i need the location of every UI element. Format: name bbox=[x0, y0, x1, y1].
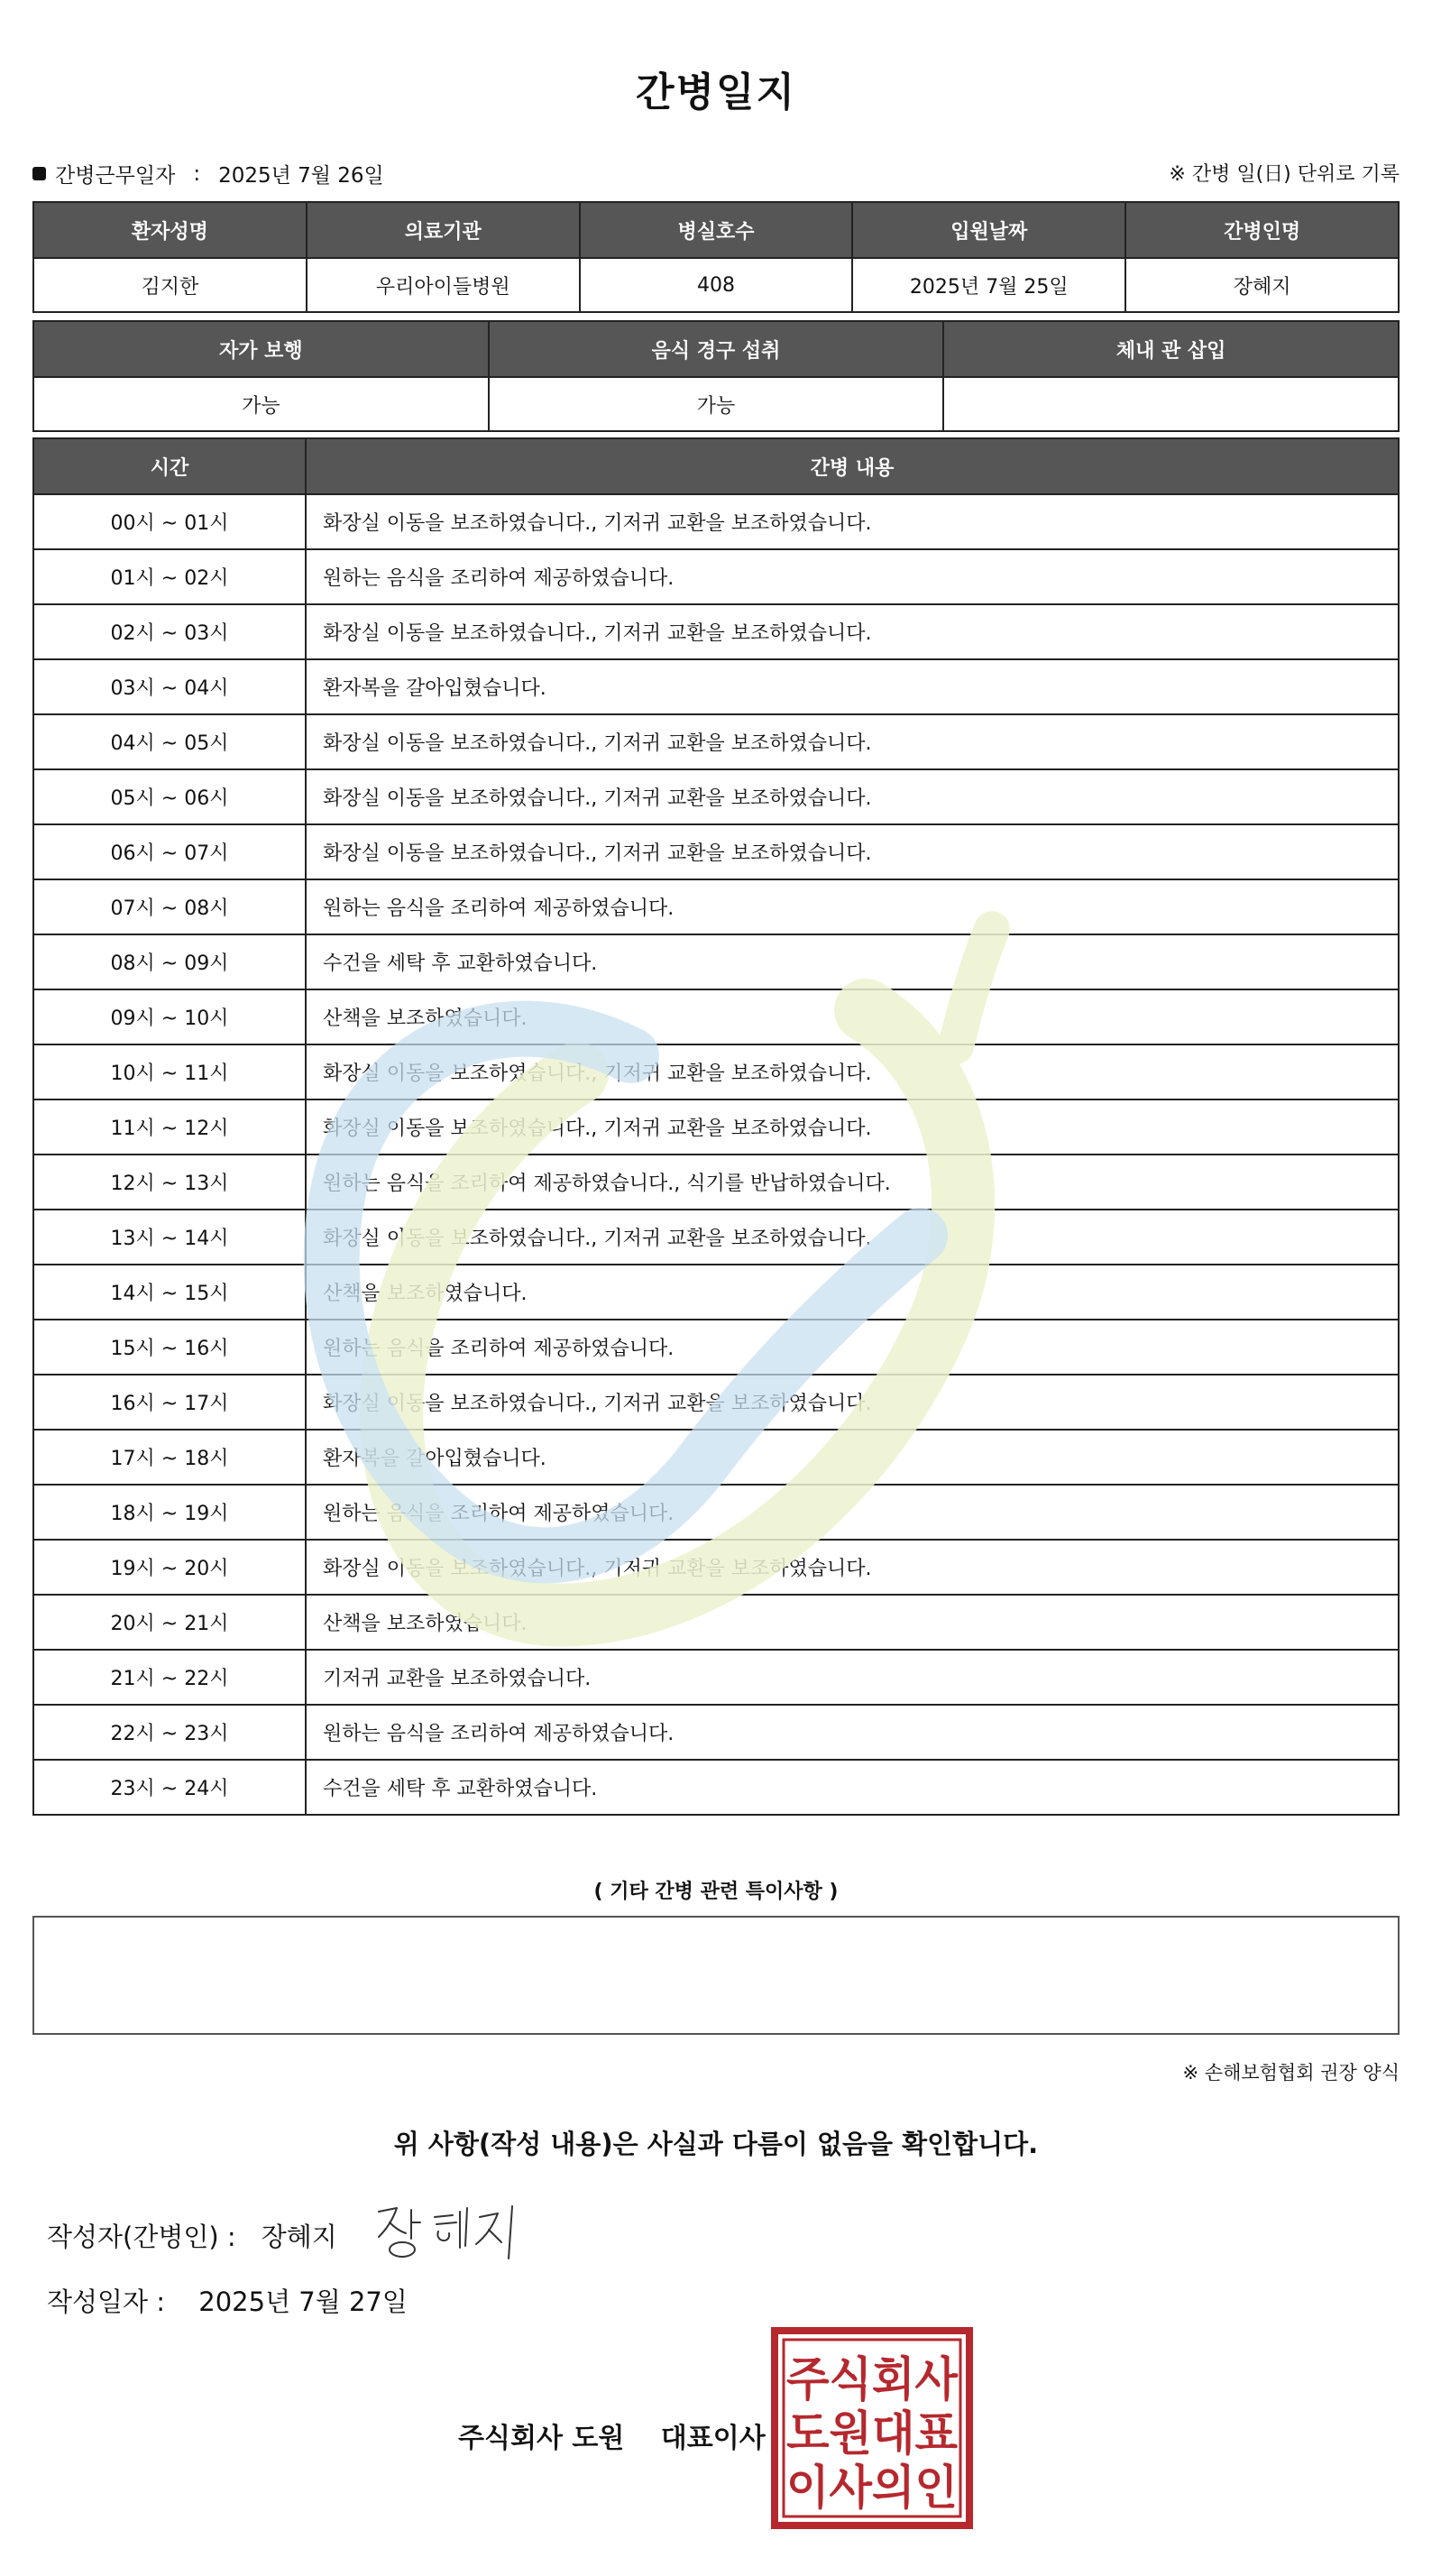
care-content-cell: 화장실 이동을 보조하였습니다., 기저귀 교환을 보조하였습니다. bbox=[306, 1375, 1399, 1430]
care-content-cell: 원하는 음식을 조리하여 제공하였습니다., 식기를 반납하였습니다. bbox=[306, 1155, 1399, 1210]
time-cell: 00시 ~ 01시 bbox=[33, 494, 306, 549]
work-date bbox=[32, 159, 384, 189]
time-cell: 03시 ~ 04시 bbox=[33, 659, 306, 714]
bullet-icon bbox=[32, 167, 46, 180]
page-title: 간병일지 bbox=[635, 69, 796, 115]
table-row bbox=[33, 714, 1399, 769]
header-patient-name: 환자성명 bbox=[33, 202, 307, 258]
care-content-cell: 수건을 세탁 후 교환하였습니다. bbox=[306, 1760, 1399, 1815]
time-cell: 19시 ~ 20시 bbox=[33, 1540, 306, 1595]
care-content-cell: 수건을 세탁 후 교환하였습니다. bbox=[306, 934, 1399, 989]
writer-line bbox=[47, 2217, 337, 2254]
care-content-cell: 화장실 이동을 보조하였습니다., 기저귀 교환을 보조하였습니다. bbox=[306, 1044, 1399, 1099]
table-row bbox=[33, 494, 1399, 549]
time-cell: 11시 ~ 12시 bbox=[33, 1099, 306, 1155]
time-cell: 02시 ~ 03시 bbox=[33, 604, 306, 659]
work-date-value: 2025년 7월 26일 bbox=[218, 164, 384, 188]
care-content-cell: 원하는 음식을 조리하여 제공하였습니다. bbox=[306, 1320, 1399, 1375]
time-cell: 13시 ~ 14시 bbox=[33, 1210, 306, 1265]
header-time: 시간 bbox=[33, 438, 306, 494]
header-admission-date: 입원날짜 bbox=[852, 202, 1125, 258]
care-log-table bbox=[32, 437, 1400, 1816]
table-row bbox=[33, 989, 1399, 1044]
care-content-cell: 원하는 음식을 조리하여 제공하였습니다. bbox=[306, 1705, 1399, 1760]
company-seal bbox=[771, 2327, 973, 2529]
table-row bbox=[33, 549, 1399, 604]
ability-table bbox=[32, 320, 1400, 432]
table-row bbox=[33, 1155, 1399, 1210]
tube-value bbox=[943, 377, 1399, 431]
company-name: 주식회사 도원 bbox=[458, 2423, 625, 2454]
table-row bbox=[33, 604, 1399, 659]
time-cell: 16시 ~ 17시 bbox=[33, 1375, 306, 1430]
care-content-cell: 화장실 이동을 보조하였습니다., 기저귀 교환을 보조하였습니다. bbox=[306, 604, 1399, 659]
time-cell: 15시 ~ 16시 bbox=[33, 1320, 306, 1375]
hospital-name: 우리아이들병원 bbox=[307, 258, 580, 312]
time-cell: 18시 ~ 19시 bbox=[33, 1485, 306, 1540]
writer-name: 장혜지 bbox=[261, 2222, 337, 2252]
work-date-label: 간병근무일자 bbox=[55, 164, 176, 188]
table-row bbox=[33, 1760, 1399, 1815]
svg-text:주식회사: 주식회사 bbox=[786, 2353, 959, 2407]
room-number: 408 bbox=[580, 258, 853, 312]
work-date-separator: : bbox=[193, 161, 201, 186]
confirmation-statement: 위 사항(작성 내용)은 사실과 다름이 없음을 확인합니다. bbox=[393, 2129, 1039, 2159]
header-oral-intake: 음식 경구 섭취 bbox=[489, 321, 944, 377]
table-row bbox=[33, 824, 1399, 879]
care-content-cell: 원하는 음식을 조리하여 제공하였습니다. bbox=[306, 549, 1399, 604]
time-cell: 09시 ~ 10시 bbox=[33, 989, 306, 1044]
oral-intake-value: 가능 bbox=[489, 377, 944, 431]
table-row bbox=[33, 1595, 1399, 1650]
care-content-cell: 산책을 보조하였습니다. bbox=[306, 1595, 1399, 1650]
time-cell: 10시 ~ 11시 bbox=[33, 1044, 306, 1099]
svg-text:이사의인: 이사의인 bbox=[786, 2461, 958, 2516]
table-row bbox=[33, 769, 1399, 824]
time-cell: 14시 ~ 15시 bbox=[33, 1265, 306, 1320]
time-cell: 05시 ~ 06시 bbox=[33, 769, 306, 824]
care-content-cell: 원하는 음식을 조리하여 제공하였습니다. bbox=[306, 879, 1399, 934]
table-row bbox=[33, 1705, 1399, 1760]
table-row bbox=[33, 659, 1399, 714]
care-content-cell: 산책을 보조하였습니다. bbox=[306, 989, 1399, 1044]
svg-text:도원대표: 도원대표 bbox=[786, 2407, 958, 2461]
form-note: ※ 손해보험협회 권장 양식 bbox=[1182, 2062, 1400, 2084]
time-cell: 20시 ~ 21시 bbox=[33, 1595, 306, 1650]
written-date-label: 작성일자 : bbox=[47, 2286, 166, 2317]
table-row bbox=[33, 934, 1399, 989]
table-row bbox=[33, 1044, 1399, 1099]
time-cell: 04시 ~ 05시 bbox=[33, 714, 306, 769]
time-cell: 07시 ~ 08시 bbox=[33, 879, 306, 934]
care-content-cell: 원하는 음식을 조리하여 제공하였습니다. bbox=[306, 1485, 1399, 1540]
time-cell: 12시 ~ 13시 bbox=[33, 1155, 306, 1210]
care-content-cell: 화장실 이동을 보조하였습니다., 기저귀 교환을 보조하였습니다. bbox=[306, 1210, 1399, 1265]
care-content-cell: 환자복을 갈아입혔습니다. bbox=[306, 1430, 1399, 1485]
header-caregiver: 간병인명 bbox=[1125, 202, 1399, 258]
table-row bbox=[33, 1650, 1399, 1705]
written-date-line bbox=[47, 2282, 408, 2319]
table-row bbox=[33, 1375, 1399, 1430]
table-row bbox=[33, 1099, 1399, 1155]
table-row bbox=[33, 1540, 1399, 1595]
ceo-title: 대표이사 bbox=[660, 2423, 766, 2454]
company-line bbox=[458, 2415, 766, 2455]
time-cell: 01시 ~ 02시 bbox=[33, 549, 306, 604]
care-content-cell: 화장실 이동을 보조하였습니다., 기저귀 교환을 보조하였습니다. bbox=[306, 714, 1399, 769]
header-room: 병실호수 bbox=[580, 202, 853, 258]
care-content-cell: 화장실 이동을 보조하였습니다., 기저귀 교환을 보조하였습니다. bbox=[306, 494, 1399, 549]
header-care-content: 간병 내용 bbox=[306, 438, 1399, 494]
writer-label: 작성자(간병인) : bbox=[47, 2222, 236, 2252]
time-cell: 23시 ~ 24시 bbox=[33, 1760, 306, 1815]
table-row bbox=[33, 1485, 1399, 1540]
time-cell: 22시 ~ 23시 bbox=[33, 1705, 306, 1760]
patient-name: 김지한 bbox=[33, 258, 307, 312]
patient-info-table bbox=[32, 201, 1400, 313]
header-tube: 체내 관 삽입 bbox=[943, 321, 1399, 377]
care-content-cell: 화장실 이동을 보조하였습니다., 기저귀 교환을 보조하였습니다. bbox=[306, 824, 1399, 879]
record-note: ※ 간병 일(日) 단위로 기록 bbox=[1169, 163, 1400, 186]
table-row bbox=[33, 1210, 1399, 1265]
table-row bbox=[33, 879, 1399, 934]
time-cell: 17시 ~ 18시 bbox=[33, 1430, 306, 1485]
remarks-box bbox=[32, 1916, 1400, 2035]
care-content-cell: 화장실 이동을 보조하였습니다., 기저귀 교환을 보조하였습니다. bbox=[306, 769, 1399, 824]
care-content-cell: 기저귀 교환을 보조하였습니다. bbox=[306, 1650, 1399, 1705]
care-content-cell: 화장실 이동을 보조하였습니다., 기저귀 교환을 보조하였습니다. bbox=[306, 1540, 1399, 1595]
remarks-title: ( 기타 간병 관련 특이사항 ) bbox=[593, 1881, 839, 1903]
care-content-cell: 화장실 이동을 보조하였습니다., 기저귀 교환을 보조하였습니다. bbox=[306, 1099, 1399, 1155]
admission-date: 2025년 7월 25일 bbox=[852, 258, 1125, 312]
walking-value: 가능 bbox=[33, 377, 489, 431]
written-date: 2025년 7월 27일 bbox=[198, 2286, 408, 2317]
table-row bbox=[33, 1320, 1399, 1375]
care-content-cell: 환자복을 갈아입혔습니다. bbox=[306, 659, 1399, 714]
table-row bbox=[33, 1430, 1399, 1485]
table-row bbox=[33, 1265, 1399, 1320]
time-cell: 06시 ~ 07시 bbox=[33, 824, 306, 879]
time-cell: 21시 ~ 22시 bbox=[33, 1650, 306, 1705]
care-content-cell: 산책을 보조하였습니다. bbox=[306, 1265, 1399, 1320]
signature bbox=[372, 2192, 534, 2273]
header-hospital: 의료기관 bbox=[307, 202, 580, 258]
header-walking: 자가 보행 bbox=[33, 321, 489, 377]
time-cell: 08시 ~ 09시 bbox=[33, 934, 306, 989]
caregiver-name: 장혜지 bbox=[1125, 258, 1399, 312]
